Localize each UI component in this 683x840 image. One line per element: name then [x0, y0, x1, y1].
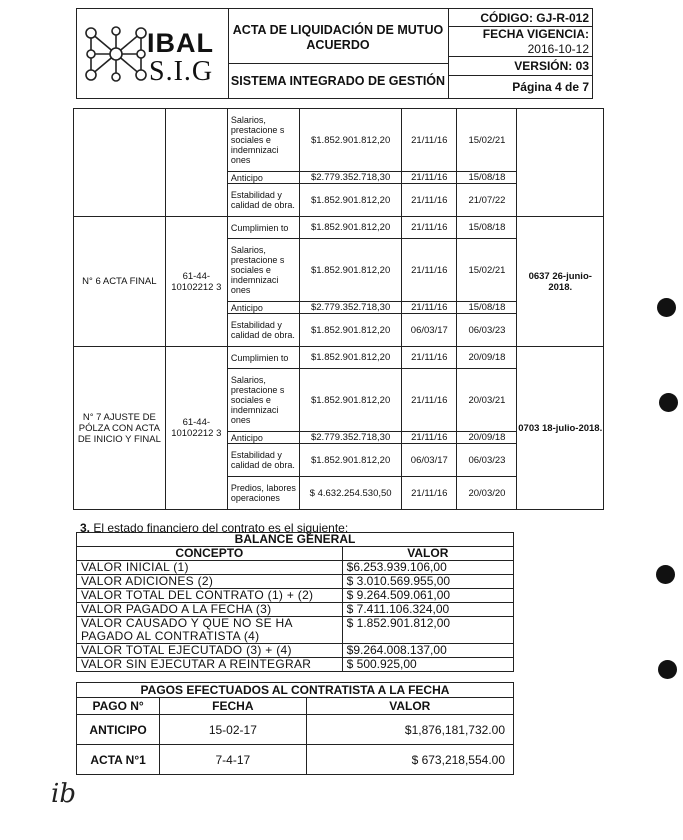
- coverage-cell: Predios, labores operaciones: [227, 477, 299, 510]
- validity-date: 2016-10-12: [527, 42, 589, 56]
- end-date-cell: 20/03/21: [457, 369, 517, 432]
- end-date-cell: 21/07/22: [457, 184, 517, 217]
- validity-label: FECHA VIGENCIA:: [482, 27, 589, 41]
- insured-value-cell: $1.852.901.812,20: [300, 184, 402, 217]
- payments-title-row: [77, 683, 514, 698]
- concept-header: CONCEPTO: [77, 547, 343, 561]
- balance-row: [77, 644, 514, 658]
- balance-concept: VALOR CAUSADO Y QUE NO SE HA PAGADO AL CONTRATISTA (4): [77, 617, 343, 644]
- policy-table: [73, 108, 604, 510]
- document-meta: [448, 9, 592, 98]
- balance-concept: VALOR SIN EJECUTAR A REINTEGRAR: [77, 658, 343, 672]
- payments-header-row: [77, 698, 514, 715]
- policy-row: [74, 347, 604, 369]
- punch-hole-icon: [657, 298, 676, 317]
- start-date-cell: 21/11/16: [402, 432, 457, 444]
- coverage-cell: Anticipo: [227, 302, 299, 314]
- payment-date: 7-4-17: [160, 745, 306, 775]
- policy-number-cell: 61-44-10102212 3: [165, 217, 227, 347]
- payment-number: ANTICIPO: [77, 715, 160, 745]
- start-date-cell: 06/03/17: [402, 314, 457, 347]
- ibal-molecule-logo-icon: [81, 23, 151, 85]
- insured-value-cell: $1.852.901.812,20: [300, 347, 402, 369]
- value-header: VALOR: [342, 547, 513, 561]
- handwritten-initials-text: ib: [51, 779, 76, 808]
- insured-value-cell: $2.779.352.718,30: [300, 172, 402, 184]
- coverage-cell: Estabilidad y calidad de obra.: [227, 314, 299, 347]
- insured-value-cell: $1.852.901.812,20: [300, 217, 402, 239]
- start-date-cell: 21/11/16: [402, 477, 457, 510]
- approval-cell: [517, 109, 604, 217]
- payment-date: 15-02-17: [160, 715, 306, 745]
- start-date-cell: 21/11/16: [402, 217, 457, 239]
- payment-value: $1,876,181,732.00: [306, 715, 513, 745]
- end-date-cell: 20/09/18: [457, 347, 517, 369]
- logo-text-sig: S.I.G: [149, 56, 214, 87]
- payments-table: [76, 682, 514, 775]
- validity-block: [448, 27, 592, 57]
- balance-value: $ 7.411.106.324,00: [342, 603, 513, 617]
- payment-number: ACTA N°1: [77, 745, 160, 775]
- approval-cell: 0637 26-junio-2018.: [517, 217, 604, 347]
- document-title: ACTA DE LIQUIDACIÓN DE MUTUO ACUERDO: [228, 9, 448, 64]
- balance-row: [77, 617, 514, 644]
- coverage-cell: Cumplimien to: [227, 347, 299, 369]
- end-date-cell: 20/09/18: [457, 432, 517, 444]
- balance-title-row: [77, 533, 514, 547]
- handwritten-initials: [48, 778, 84, 808]
- section-number: 3.: [80, 521, 91, 535]
- payment-row: [77, 715, 514, 745]
- end-date-cell: 15/08/18: [457, 302, 517, 314]
- balance-row: [77, 658, 514, 672]
- coverage-cell: Estabilidad y calidad de obra.: [227, 444, 299, 477]
- policy-number-cell: 61-44-10102212 3: [165, 347, 227, 510]
- balance-value: $ 9.264.509.061,00: [342, 589, 513, 603]
- start-date-cell: 21/11/16: [402, 347, 457, 369]
- document-version: VERSIÓN: 03: [448, 57, 592, 76]
- balance-concept: VALOR TOTAL EJECUTADO (3) + (4): [77, 644, 343, 658]
- procedure-cell: [74, 109, 166, 217]
- payment-date-header: FECHA: [160, 698, 306, 715]
- end-date-cell: 20/03/20: [457, 477, 517, 510]
- balance-value: $ 1.852.901.812,00: [342, 617, 513, 644]
- end-date-cell: 15/08/18: [457, 172, 517, 184]
- end-date-cell: 15/02/21: [457, 109, 517, 172]
- page-number: Página 4 de 7: [512, 80, 589, 94]
- end-date-cell: 06/03/23: [457, 444, 517, 477]
- balance-row: [77, 575, 514, 589]
- coverage-cell: Cumplimien to: [227, 217, 299, 239]
- balance-title: BALANCE GENERAL: [77, 533, 514, 547]
- balance-header-row: [77, 547, 514, 561]
- payments-title: PAGOS EFECTUADOS AL CONTRATISTA A LA FECHA: [77, 683, 514, 698]
- coverage-cell: Salarios, prestacione s sociales e indemnizaci ones: [227, 109, 299, 172]
- document-header: [76, 8, 593, 99]
- coverage-cell: Estabilidad y calidad de obra.: [227, 184, 299, 217]
- coverage-cell: Salarios, prestacione s sociales e indemnizaci ones: [227, 369, 299, 432]
- punch-hole-icon: [659, 393, 678, 412]
- insured-value-cell: $1.852.901.812,20: [300, 239, 402, 302]
- start-date-cell: 21/11/16: [402, 172, 457, 184]
- balance-concept: VALOR TOTAL DEL CONTRATO (1) + (2): [77, 589, 343, 603]
- punch-hole-icon: [656, 565, 675, 584]
- payment-row: [77, 745, 514, 775]
- balance-value: $ 500.925,00: [342, 658, 513, 672]
- start-date-cell: 06/03/17: [402, 444, 457, 477]
- start-date-cell: 21/11/16: [402, 239, 457, 302]
- payment-value-header: VALOR: [306, 698, 513, 715]
- logo-cell: [77, 9, 229, 98]
- coverage-cell: Salarios, prestacione s sociales e indemnizaci ones: [227, 239, 299, 302]
- balance-value: $ 3.010.569.955,00: [342, 575, 513, 589]
- insured-value-cell: $1.852.901.812,20: [300, 314, 402, 347]
- start-date-cell: 21/11/16: [402, 302, 457, 314]
- end-date-cell: 15/02/21: [457, 239, 517, 302]
- end-date-cell: 15/08/18: [457, 217, 517, 239]
- coverage-cell: Anticipo: [227, 172, 299, 184]
- balance-concept: VALOR ADICIONES (2): [77, 575, 343, 589]
- balance-row: [77, 589, 514, 603]
- policy-number-cell: [165, 109, 227, 217]
- procedure-cell: N° 7 AJUSTE DE PÓLZA CON ACTA DE INICIO Y FINAL: [74, 347, 166, 510]
- balance-table: [76, 532, 514, 672]
- punch-hole-icon: [658, 660, 677, 679]
- balance-value: $9.264.008.137,00: [342, 644, 513, 658]
- payment-value: $ 673,218,554.00: [306, 745, 513, 775]
- insured-value-cell: $1.852.901.812,20: [300, 109, 402, 172]
- logo-text-ibal: IBAL: [147, 28, 214, 58]
- coverage-cell: Anticipo: [227, 432, 299, 444]
- insured-value-cell: $1.852.901.812,20: [300, 444, 402, 477]
- insured-value-cell: $1.852.901.812,20: [300, 369, 402, 432]
- insured-value-cell: $ 4.632.254.530,50: [300, 477, 402, 510]
- system-name: SISTEMA INTEGRADO DE GESTIÓN: [230, 74, 446, 88]
- balance-concept: VALOR INICIAL (1): [77, 561, 343, 575]
- insured-value-cell: $2.779.352.718,30: [300, 432, 402, 444]
- start-date-cell: 21/11/16: [402, 109, 457, 172]
- end-date-cell: 06/03/23: [457, 314, 517, 347]
- section-text: El estado financiero del contrato es el siguiente:: [93, 521, 349, 535]
- title-cell: [228, 9, 449, 98]
- balance-row: [77, 603, 514, 617]
- insured-value-cell: $2.779.352.718,30: [300, 302, 402, 314]
- balance-value: $6.253.939.106,00: [342, 561, 513, 575]
- procedure-cell: N° 6 ACTA FINAL: [74, 217, 166, 347]
- balance-row: [77, 561, 514, 575]
- balance-concept: VALOR PAGADO A LA FECHA (3): [77, 603, 343, 617]
- policy-row: [74, 217, 604, 239]
- payment-number-header: PAGO N°: [77, 698, 160, 715]
- start-date-cell: 21/11/16: [402, 369, 457, 432]
- start-date-cell: 21/11/16: [402, 184, 457, 217]
- policy-row: [74, 109, 604, 172]
- document-code: CÓDIGO: GJ-R-012: [448, 9, 592, 27]
- approval-cell: 0703 18-julio-2018.: [517, 347, 604, 510]
